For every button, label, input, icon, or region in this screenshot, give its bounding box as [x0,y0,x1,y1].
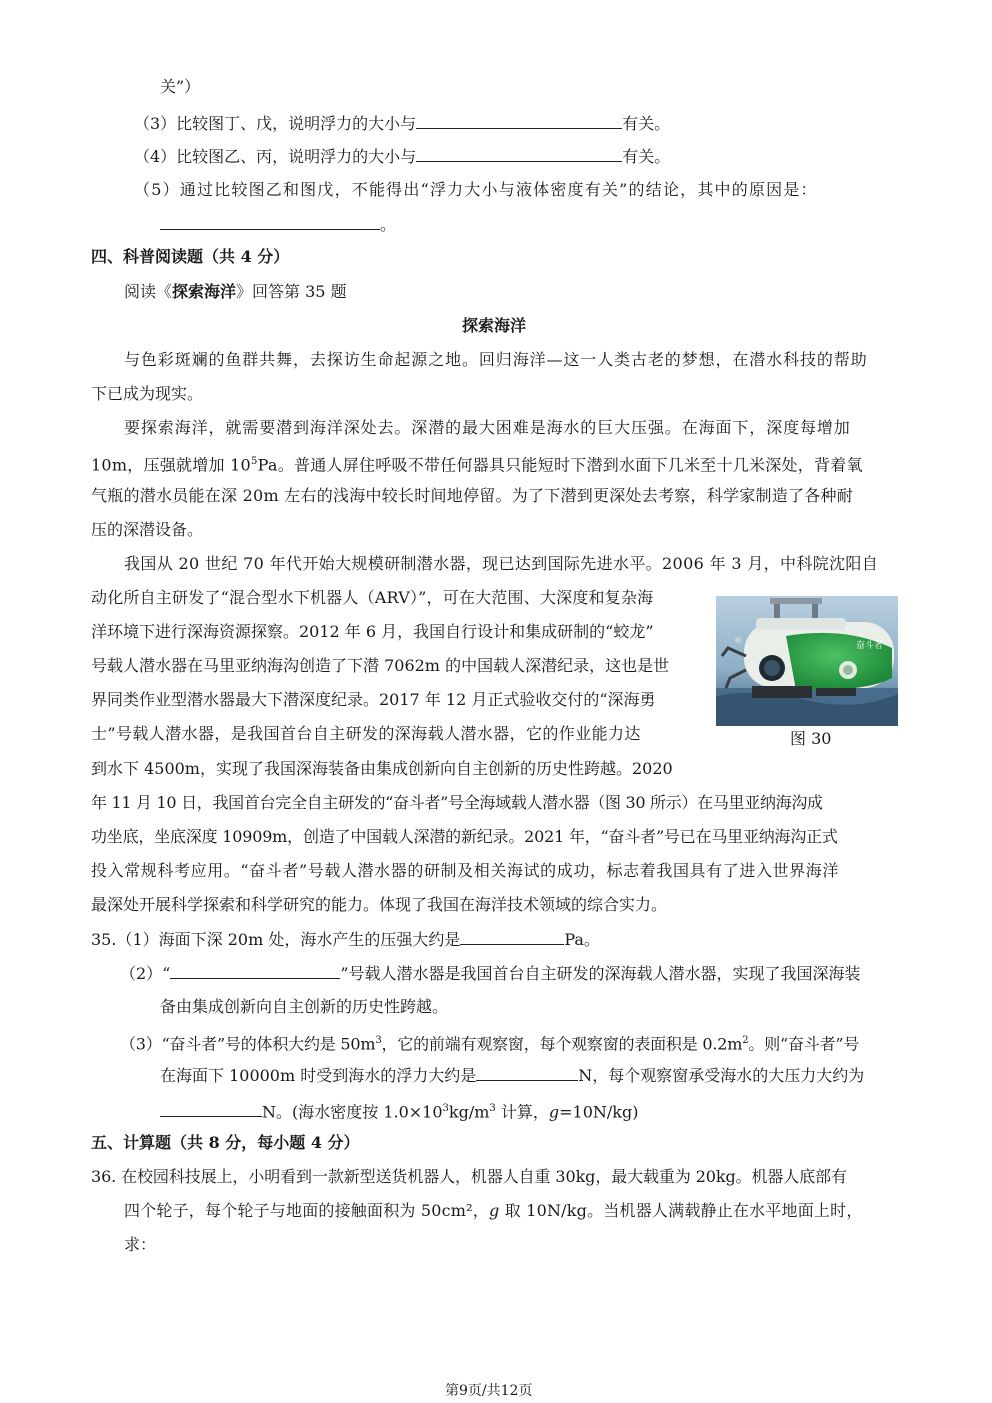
q-prev-item5: （5）通过比较图乙和图戊，不能得出“浮力大小与液体密度有关”的结论，其中的原因是： [134,180,818,199]
article-p3-line1: 我国从 20 世纪 70 年代开始大规模研制潜水器，现已达到国际先进水平。2006 年 3 月，中科院沈阳自 [124,554,879,573]
submersible-image [716,596,898,726]
section5-heading: 五、计算题（共 8 分，每小题 4 分） [91,1133,360,1152]
article-p3-line6: 士”号载人潜水器，是我国首台自主研发的深海载人潜水器，它的作业能力达 [91,724,641,743]
q-prev-item5-answer: 。 [160,213,396,236]
article-p2-line4: 压的深潜设备。 [91,520,204,539]
article-p3-line2: 动化所自主研发了“混合型水下机器人（ARV）”，可在大范围、大深度和复杂海 [91,588,654,607]
article-title: 探索海洋 [462,316,527,335]
section4-intro: 阅读《探索海洋》回答第 35 题 [124,282,347,301]
answer-blank[interactable] [160,213,380,230]
answer-blank[interactable] [170,962,340,979]
answer-blank[interactable] [416,112,622,129]
q35-item3: （3）“奋斗者”号的体积大约是 $50m^3$，它的前端有观察窗，每个观察窗的表面积是 $0.2m^2$。则“奋斗者”号 [120,1034,860,1054]
article-p1-line2: 下已成为现实。 [91,384,204,403]
answer-blank[interactable] [476,1064,578,1081]
article-p3-line9: 功坐底，坐底深度 10909m，创造了中国载人深潜的新纪录。2021 年，“奋斗者”号已在马里亚纳海沟正式 [91,827,838,846]
answer-blank[interactable] [416,145,622,162]
article-p2-line1: 要探索海洋，就需要潜到海洋深处去。深潜的最大困难是海水的巨大压强。在海面下，深度每增加 [124,418,851,437]
q-prev-item3: （3）比较图丁、戊，说明浮力的大小与 有关。 [134,114,671,133]
q36-line3: 求： [124,1235,157,1254]
article-p3-line3: 洋环境下进行深海资源探察。2012 年 6 月，我国自行设计和集成研制的“蛟龙” [91,622,654,641]
figure-caption: 图 30 [790,729,832,748]
q36-line1: 36. 在校园科技展上，小明看到一款新型送货机器人，机器人自重 30kg，最大载重为 20kg。机器人底部有 [91,1167,847,1186]
answer-blank[interactable] [160,1100,262,1117]
article-p3-line11: 最深处开展科学探索和科学研究的能力。体现了我国在海洋技术领域的综合实力。 [91,895,668,914]
section4-heading: 四、科普阅读题（共 4 分） [91,247,290,266]
article-p3-line4: 号载人潜水器在马里亚纳海沟创造了下潜 7062m 的中国载人深潜纪录，这也是世 [91,656,670,675]
q35-item3-line3: N。(海水密度按 $1.0\times 10^3kg/m^3$ 计算，g=10N/kg) [160,1098,638,1123]
q35-item3-line2: 在海面下 10000m 时受到海水的浮力大约是 N，每个观察窗承受海水的大压力大约为 [160,1066,865,1085]
answer-blank[interactable] [460,928,564,945]
article-p1-line1: 与色彩斑斓的鱼群共舞，去探访生命起源之地。回归海洋—这一人类古老的梦想，在潜水科技的帮助 [124,350,868,369]
article-p2-line2: 10m，压强就增加 $10^5Pa$。普通人屏住呼吸不带任何器具只能短时下潜到水面下几米至十几米深处，背着氧 [91,455,863,475]
q-prev-item4: （4）比较图乙、丙，说明浮力的大小与 有关。 [134,147,671,166]
q35-item2: （2）“ ”号载人潜水器是我国首台自主研发的深海载人潜水器，实现了我国深海装 [120,964,861,983]
q36-line2: 四个轮子，每个轮子与地面的接触面积为 50cm²，g 取 10N/kg。当机器人满载静止在水平地面上时， [124,1201,863,1220]
q35-item2-line2: 备由集成创新向自主创新的历史性跨越。 [160,997,449,1016]
article-p3-line8: 年 11 月 10 日，我国首台完全自主研发的“奋斗者”号全海域载人潜水器（图 30 所示）在马里亚纳海沟成 [91,793,823,812]
q35-item1: 35.（1）海面下深 20m 处，海水产生的压强大约是 Pa。 [91,930,600,949]
article-p3-line10: 投入常规科考应用。“奋斗者”号载人潜水器的研制及相关海试的成功，标志着我国具有了进入世界海洋 [91,861,839,880]
submersible-photo [716,596,898,726]
article-p3-line7: 到水下 4500m，实现了我国深海装备由集成创新向自主创新的历史性跨越。2020 [91,759,673,778]
article-p3-line5: 界同类作业型潜水器最大下潜深度纪录。2017 年 12 月正式验收交付的“深海勇 [91,690,656,709]
article-p2-line3: 气瓶的潜水员能在深 20m 左右的浅海中较长时间地停留。为了下潜到更深处去考察，科学家制造了各种耐 [91,486,853,505]
submersible-label: 奋斗者 [856,641,884,651]
page-number: 第9页/共12页 [445,1383,533,1399]
q-prev-line0: 关”） [160,77,201,96]
